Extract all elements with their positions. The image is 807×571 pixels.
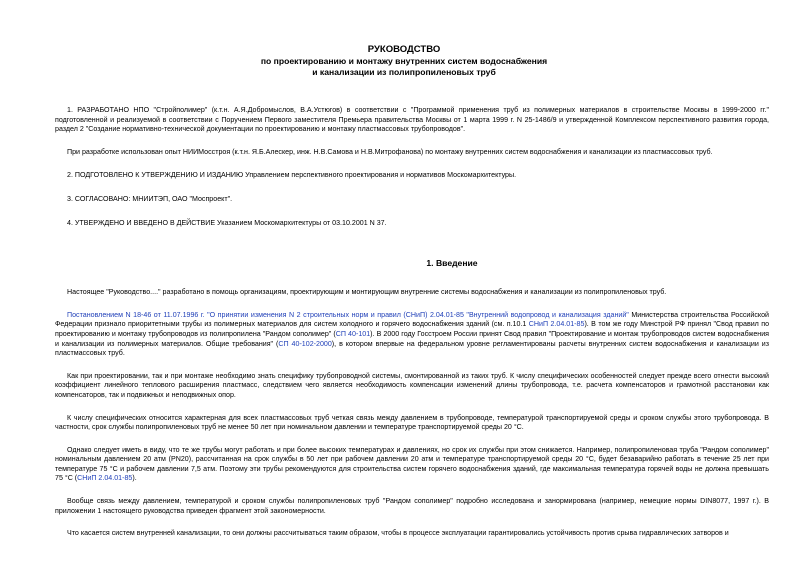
document-subtitle-line-1: по проектированию и монтажу внутренних систем водоснабжения — [260, 56, 548, 66]
front-matter-paragraph-5: 4. УТВЕРЖДЕНО И ВВЕДЕНО В ДЕЙСТВИЕ Указанием Москомархитектуры от 03.10.2001 N 37. — [67, 218, 387, 227]
intro-paragraph-5: Однако следует иметь в виду, что те же трубы могут работать и при более высоких температурах и давлениях, но срок их службы при этом снижается. Например, полипропиленовая труба "Рандом сополимер" номинальным давлением 20 атм (PN20), рассчитанная на срок службы в 50 лет при рабочем давлении 20 атм и температуре транспортируемой среды 20 °С, будет безаварийно работать в течение 25 лет при температуре 75 °С и рабочем давлении 7,5 атм. Поэтому эти трубы рекомендуются для строительства систем горячего водоснабжения зданий, где максимальная температура горячей воды не должна превышать 75 °С (СНиП 2.04.01-85). — [55, 445, 769, 483]
intro-paragraph-3: Как при проектировании, так и при монтаже необходимо знать специфику трубопроводной системы, смонтированной из таких труб. К числу специфических особенностей следует прежде всего отнести высокий коэффициент линейного теплового расширения пластмасс, следствием чего является необходимость компенсации изменений длины трубопровода, т.е. расчета компенсаторов и грамотной расстановки как компенсаторов, так и подвижных и неподвижных опор. — [55, 371, 769, 399]
section-heading-introduction: 1. Введение — [426, 258, 478, 269]
intro-paragraph-4: К числу специфических относится характерная для всех пластмассовых труб четкая связь между давлением в трубопроводе, температурой транспортируемой среды и сроком службы этого трубопровода. В частности, срок службы полипропиленовых труб не менее 50 лет при номинальном давлении и температуре транспортируемой среды 20 °С. — [55, 413, 769, 432]
document-subtitle-line-2: и канализации из полипропиленовых труб — [312, 67, 496, 77]
intro-paragraph-6: Вообще связь между давлением, температурой и сроком службы полипропиленовых труб "Рандом сополимер" подробно исследована и занормирована (например, немецкие нормы DIN8077, 1997 г.). В приложении 1 настоящего руководства приведен фрагмент этой закономерности. — [55, 497, 769, 515]
front-matter-paragraph-1: 1. РАЗРАБОТАНО НПО "Стройполимер" (к.т.н. А.Я.Добромыслов, В.А.Устюгов) в соответствии с "Программой применения труб из полимерных материалов в строительстве Москвы в 1999-2000 гг." подготовленной и реализуемой в соответствии с Поручением Первого заместителя Премьера правительства Москвы от 1 марта 1999 г. N 25-1486/9 и утвержденной Комплексом перспективного развития города, раздел 2 "Создание нормативно-технической документации по проектированию и монтажу пластмассовых трубопроводов". — [55, 106, 769, 134]
link-sp-40-102-2000[interactable]: СП 40-102-2000 — [278, 339, 332, 348]
link-snip-2-04-01-85[interactable]: СНиП 2.04.01-85 — [528, 320, 585, 329]
front-matter-paragraph-2: При разработке использован опыт НИИМосстроя (к.т.н. Я.Б.Алескер, инж. Н.В.Самова и Н.В.Митрофанова) по монтажу внутренних систем водоснабжения и канализации из пластмассовых труб. — [67, 147, 713, 156]
intro-paragraph-2: Постановлением N 18-46 от 11.07.1996 г. "О принятии изменения N 2 строительных норм и правил (СНиП) 2.04.01-85 "Внутренний водопровод и канализация зданий" Министерства строительства Российской Федерации признало приоритетными трубы из полимерных материалов для систем холодного и горячего водоснабжения зданий (см. п.10.1 СНиП 2.04.01-85). В том же году Минстрой РФ принял "Свод правил по проектированию и монтажу трубопроводов из полипропилена "Рандом сополимер" (СП 40-101). В 2000 году Госстроем России принят Свод правил "Проектирование и монтаж трубопроводов систем водоснабжения и канализации из полимерных материалов. Общие требования" (СП 40-102-2000), в котором впервые на федеральном уровне регламентированы расчеты внутренних систем водоснабжения и канализации из пластмассовых труб. — [55, 310, 770, 358]
document-title: РУКОВОДСТВО — [367, 44, 441, 55]
intro-paragraph-7: Что касается систем внутренней канализации, то они должны рассчитываться таким образом, чтобы в процессе эксплуатации гарантировались устойчивость против срыва гидравлических затворов и — [67, 529, 729, 538]
front-matter-paragraph-3: 2. ПОДГОТОВЛЕНО К УТВЕРЖДЕНИЮ И ИЗДАНИЮ Управлением перспективного проектирования и нормативов Москомархитектуры. — [67, 171, 517, 180]
link-snip-2-04-01-85-second[interactable]: СНиП 2.04.01-85 — [77, 474, 133, 483]
front-matter-paragraph-4: 3. СОГЛАСОВАНО: МНИИТЭП, ОАО "Моспроект". — [67, 194, 233, 203]
document-title-block — [39, 44, 769, 78]
link-sp-40-101[interactable]: СП 40-101 — [335, 329, 371, 338]
link-resolution-18-46[interactable]: Постановлением N 18-46 от 11.07.1996 г. "О принятии изменения N 2 строительных норм и правил (СНиП) 2.04.01-85 "Внутренний водопровод и канализация зданий" — [67, 310, 629, 319]
intro-paragraph-1: Настоящее "Руководство...." разработано в помощь организациям, проектирующим и монтирующим внутренние системы водоснабжения и канализации из полипропиленовых труб. — [67, 288, 667, 297]
